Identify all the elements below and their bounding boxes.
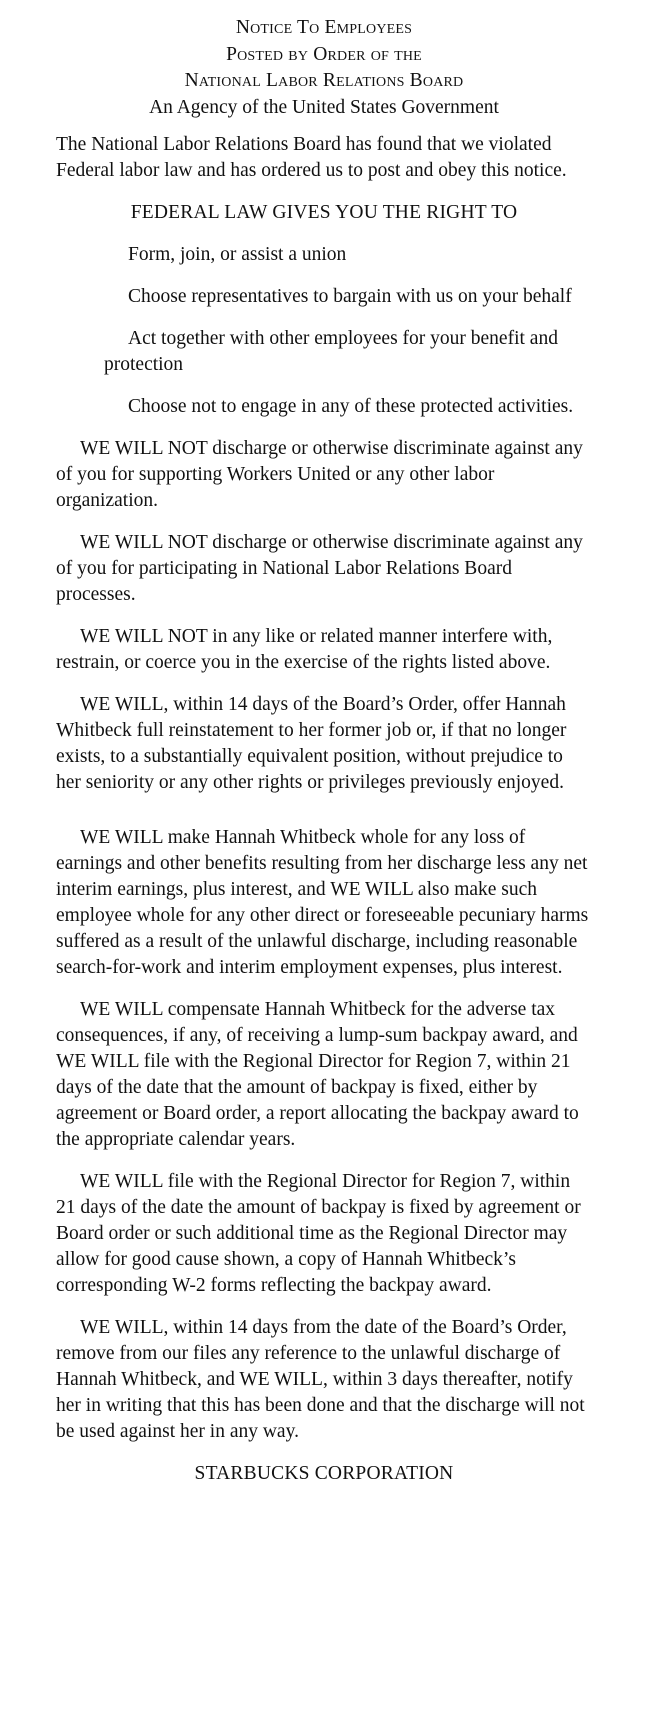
intro-paragraph: The National Labor Relations Board has found that we violated Federal labor law and has ordered us to post and obey this notice. (56, 134, 567, 181)
header-notice-title: Notice To Employees (235, 17, 413, 38)
right-item-choose-representatives: Choose representatives to bargain with us on your behalf (128, 286, 572, 307)
rights-list (104, 242, 592, 420)
statement-reinstatement: WE WILL, within 14 days of the Board’s Order, offer Hannah Whitbeck full reinstatement to her former job or, if that no longer exists, to a substantially equivalent position, without prejudice to her seniority or any other rights or privileges previously enjoyed. (56, 694, 567, 793)
statement-no-interference: WE WILL NOT in any like or related manner interfere with, restrain, or coerce you in the exercise of the rights listed above. (56, 626, 553, 673)
rights-heading: FEDERAL LAW GIVES YOU THE RIGHT TO (130, 202, 518, 223)
statement-make-whole: WE WILL make Hannah Whitbeck whole for any loss of earnings and other benefits resulting from her discharge less any net interim earnings, plus interest, and WE WILL also make such employee whole for any other direct or foreseeable pecuniary harms suffered as a result of the unlawful discharge, including reasonable search-for-work and interim employment expenses, plus interest. (56, 827, 589, 978)
right-item-choose-not-to-engage: Choose not to engage in any of these protected activities. (128, 396, 574, 417)
notice-header (56, 15, 592, 121)
statement-tax-compensation: WE WILL compensate Hannah Whitbeck for the adverse tax consequences, if any, of receiving a lump-sum backpay award, and WE WILL file with the Regional Director for Region 7, within 21 days of the date that the amount of backpay is fixed, either by agreement or Board order, a report allocating the backpay award to the appropriate calendar years. (56, 999, 579, 1150)
header-agency-name: National Labor Relations Board (184, 70, 464, 91)
right-item-act-together: Act together with other employees for your benefit and protection (104, 328, 558, 375)
statement-no-discrimination-nlrb: WE WILL NOT discharge or otherwise discriminate against any of you for participating in National Labor Relations Board processes. (56, 532, 583, 605)
statement-no-discrimination-union: WE WILL NOT discharge or otherwise discriminate against any of you for supporting Workers United or any other labor organization. (56, 438, 583, 511)
statement-w2-forms: WE WILL file with the Regional Director for Region 7, within 21 days of the date the amount of backpay is fixed by agreement or Board order or such additional time as the Regional Director may allow for good cause shown, a copy of Hannah Whitbeck’s corresponding W-2 forms reflecting the backpay award. (56, 1171, 581, 1296)
employer-signature: STARBUCKS CORPORATION (194, 1463, 454, 1484)
statement-remove-references: WE WILL, within 14 days from the date of the Board’s Order, remove from our files any reference to the unlawful discharge of Hannah Whitbeck, and WE WILL, within 3 days thereafter, notify her in writing that this has been done and that the discharge will not be used against her in any way. (56, 1317, 585, 1442)
right-item-form-union: Form, join, or assist a union (128, 244, 347, 265)
header-agency-description: An Agency of the United States Government (149, 96, 499, 118)
header-posted-by: Posted by Order of the (226, 43, 422, 65)
